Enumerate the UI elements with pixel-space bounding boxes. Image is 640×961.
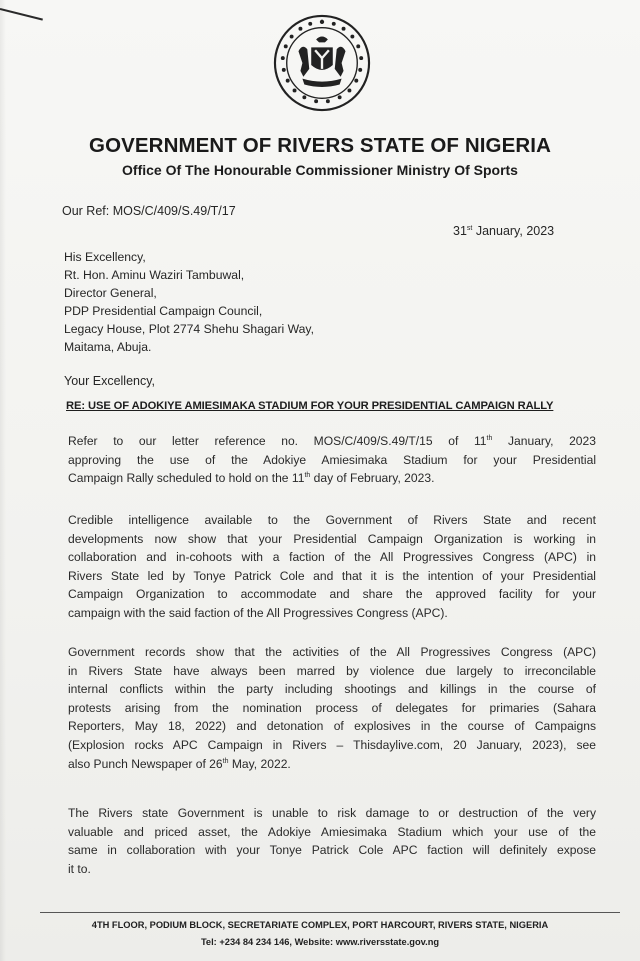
address-line: His Excellency,	[64, 250, 146, 264]
paragraph-line: developments now show that your Presidential Campaign Organization is working in	[68, 531, 596, 546]
paragraph-line: Credible intelligence available to the Government of Rivers State and recent	[68, 513, 596, 527]
salutation: Your Excellency,	[64, 374, 156, 388]
paragraph-line: internal conflicts within the party including shootings and killings in the course of	[68, 682, 596, 697]
government-title: GOVERNMENT OF RIVERS STATE OF NIGERIA	[89, 134, 551, 157]
paragraph-line: Campaign Organization to accommodate and share the approved facility for your	[68, 587, 596, 602]
footer-address: 4TH FLOOR, PODIUM BLOCK, SECRETARIATE COMPLEX, PORT HARCOURT, RIVERS STATE, NIGERIA	[91, 920, 549, 930]
paragraph-2	[68, 511, 596, 623]
letter-date	[453, 224, 554, 238]
date-suffix: st	[466, 224, 473, 232]
footer-contact: Tel: +234 84 234 146, Website: www.riversstate.gov.ng	[200, 937, 440, 947]
paragraph-line: it to.	[68, 861, 91, 876]
office-subtitle: Office Of The Honourable Commissioner Ministry Of Sports	[122, 162, 518, 178]
paragraph-line: in Rivers State have always been marred by violence due largely to irreconcilable	[68, 663, 596, 678]
recipient-address	[64, 248, 314, 356]
corner-pen-mark	[0, 8, 43, 21]
address-line: Maitama, Abuja.	[64, 340, 152, 354]
paragraph-line: approving the use of the Adokiye Amiesimaka Stadium for your Presidential	[68, 452, 596, 467]
paragraph-line: Government records show that the activities of the All Progressives Congress (APC)	[68, 645, 596, 659]
paragraph-line: collaboration and in-cohoots with a faction of the All Progressives Congress (APC) in	[68, 550, 596, 565]
paragraph-line: (Explosion rocks APC Campaign in Rivers – Thisdaylive.com, 20 January, 2023), see	[68, 737, 596, 752]
paragraph-3	[68, 643, 596, 773]
coat-of-arms-icon	[273, 14, 371, 112]
address-line: Rt. Hon. Aminu Waziri Tambuwal,	[64, 268, 245, 282]
paragraph-line: also Punch Newspaper of 26th May, 2022.	[68, 756, 291, 771]
paragraph-line: Campaign Rally scheduled to hold on the 11th day of February, 2023.	[68, 471, 435, 486]
paragraph-1	[68, 432, 596, 488]
date-day: 31	[453, 224, 467, 238]
paragraph-4	[68, 804, 596, 878]
paragraph-line: same in collaboration with your Tonye Patrick Cole APC faction will definitely expose	[68, 843, 596, 858]
subject-line: RE: USE OF ADOKIYE AMIESIMAKA STADIUM FOR YOUR PRESIDENTIAL CAMPAIGN RALLY	[66, 400, 554, 412]
address-line: Legacy House, Plot 2774 Shehu Shagari Way,	[64, 322, 314, 336]
paragraph-line: Reporters, May 18, 2022) and detonation of explosives in the course of Campaigns	[68, 719, 596, 734]
reference-number: Our Ref: MOS/C/409/S.49/T/17	[62, 204, 236, 218]
address-line: PDP Presidential Campaign Council,	[64, 304, 263, 318]
paragraph-line: Refer to our letter reference no. MOS/C/409/S.49/T/15 of 11th January, 2023	[68, 434, 596, 448]
date-month-year: January, 2023	[472, 224, 555, 238]
address-line: Director General,	[64, 286, 157, 300]
footer-divider	[40, 912, 620, 913]
paragraph-line: The Rivers state Government is unable to risk damage to or destruction of the very	[68, 806, 596, 820]
paragraph-line: Rivers State led by Tonye Patrick Cole and that it is the intention of your Presidential	[68, 568, 596, 583]
paragraph-line: protests arising from the nomination process of delegates for primaries (Sahara	[68, 700, 596, 715]
paragraph-line: valuable and priced asset, the Adokiye Amiesimaka Stadium which your use of the	[68, 824, 596, 839]
paragraph-line: campaign with the said faction of the All Progressives Congress (APC).	[68, 605, 448, 620]
